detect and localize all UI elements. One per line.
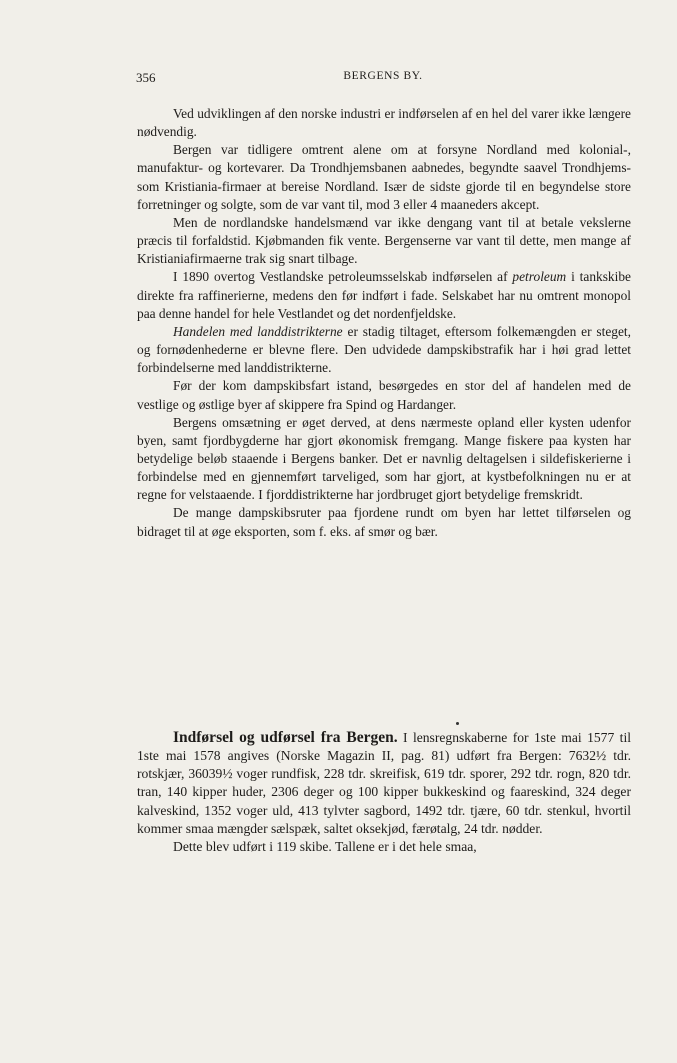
section-heading: Indførsel og udførsel fra Bergen. <box>173 729 398 746</box>
paragraph-landdistrikter <box>137 323 631 377</box>
paragraph: Dette blev udført i 119 skibe. Tallene er i det hele smaa, <box>173 838 477 854</box>
page-number: 356 <box>136 70 156 85</box>
text: er stadig tiltaget, eftersom folkemængden er steget, og fornødenhederne er blevne flere. Den udvidede dampskibstrafik har i høi grad lettet forbindelserne med landdistrikterne. <box>137 323 631 376</box>
text: i tankskibe direkte fra raffinerierne, medens den før indført i fade. Selskabet har nu omtrent monopol paa denne handel for hele Vestlandet og det nordenfjeldske. <box>137 269 631 321</box>
paragraph: Ved udviklingen af den norske industri er indførselen af en hel del varer ikke længere nødvendig. <box>137 106 631 140</box>
paragraph: De mange dampskibsruter paa fjordene rundt om byen har lettet tilførselen og bidraget til at øge eksporten, som f. eks. af smør og bær. <box>137 505 631 539</box>
section-block <box>137 729 631 856</box>
print-speck <box>456 722 459 725</box>
page-header <box>136 70 630 88</box>
paragraph: Bergen var tidligere omtrent alene om at forsyne Nordland med kolonial-, manufaktur- og kortevarer. Da Trondhjemsbanen aabnedes, begyndte saavel Trondhjems- som Kristiania-firmaer at bereise Nordland. Især de sidste gjorde til en begyndelse store forretninger og solgte, som de var vant til, mod 3 eller 4 maaneders akcept. <box>137 142 631 212</box>
paragraph: Før der kom dampskibsfart istand, besørgedes en stor del af handelen med de vestlige og østlige byer af skippere fra Spind og Hardanger. <box>137 378 631 412</box>
section-text: I lensregnskaberne for 1ste mai 1577 til 1ste mai 1578 angives (Norske Magazin II, pag. 81) udført fra Bergen: 7632½ tdr. rotskjær, 36039½ voger rundfisk, 228 tdr. skreifisk, 619 tdr. sporer, 292 tdr. rogn, 820 tdr. tran, 140 kipper huder, 2306 deger og 100 kipper bukkeskind og faareskind, 324 deger kalveskind, 1352 voger uld, 413 tylvter sagbord, 1492 tdr. tjære, 60 tdr. stenkul, hvortil kommer smaa mængder sælspæk, saltet oksekjød, færøtalg, 24 tdr. nødder. <box>137 730 631 836</box>
section-paragraph <box>137 729 631 838</box>
running-title: BERGENS BY. <box>343 70 423 82</box>
paragraph-petroleum <box>137 268 631 322</box>
text: I 1890 overtog Vestlandske petroleumsselskab indførselen af <box>173 269 513 285</box>
paragraph: Bergens omsætning er øget derved, at dens nærmeste opland eller kysten udenfor byen, samt fjordbygderne har gjort økonomisk fremgang. Mange fiskere paa kysten har betydelige beløb staaende i Bergens banker. Det er navnlig deltagelsen i sildefiskerierne i forbindelse med en gjennemført tarveliged, som har gjort, at kystbefolkningen nu er at regne for velstaaende. I fjorddistrikterne har jordbruget gjort betydelige fremskridt. <box>137 414 631 503</box>
italic-term: Handelen med landdistrikterne <box>173 323 343 339</box>
body-text <box>137 105 631 541</box>
italic-term: petroleum <box>512 269 567 285</box>
paragraph: Men de nordlandske handelsmænd var ikke dengang vant til at betale vekslerne præcis til forfaldstid. Kjøbmanden fik vente. Bergenserne var vant til dette, men mange af Kristianiafirmaerne trak sig snart tilbage. <box>137 214 631 267</box>
